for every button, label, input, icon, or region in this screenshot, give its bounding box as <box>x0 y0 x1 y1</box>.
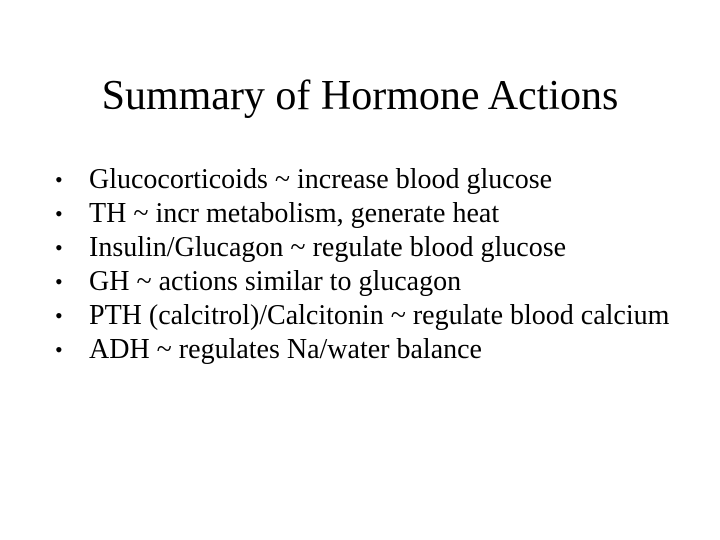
list-item <box>55 265 695 299</box>
list-item-text: Glucocorticoids ~ increase blood glucose <box>89 164 553 195</box>
list-item <box>55 163 695 197</box>
list-item <box>55 197 695 231</box>
bullet-icon: • <box>55 303 63 328</box>
bullet-list <box>55 163 695 367</box>
bullet-icon: • <box>55 235 63 260</box>
bullet-icon: • <box>55 269 63 294</box>
slide-title: Summary of Hormone Actions <box>101 73 619 119</box>
list-item-text: ADH ~ regulates Na/water balance <box>89 334 482 365</box>
list-item-text: Insulin/Glucagon ~ regulate blood glucose <box>89 232 567 263</box>
list-item <box>55 231 695 265</box>
list-item-text: TH ~ incr metabolism, generate heat <box>89 198 500 229</box>
bullet-icon: • <box>55 337 63 362</box>
list-item-text: GH ~ actions similar to glucagon <box>89 266 462 297</box>
bullet-icon: • <box>55 167 63 192</box>
list-item <box>55 333 695 367</box>
list-item <box>55 299 695 333</box>
bullet-icon: • <box>55 201 63 226</box>
list-item-text: PTH (calcitrol)/Calcitonin ~ regulate blood calcium <box>89 300 670 331</box>
